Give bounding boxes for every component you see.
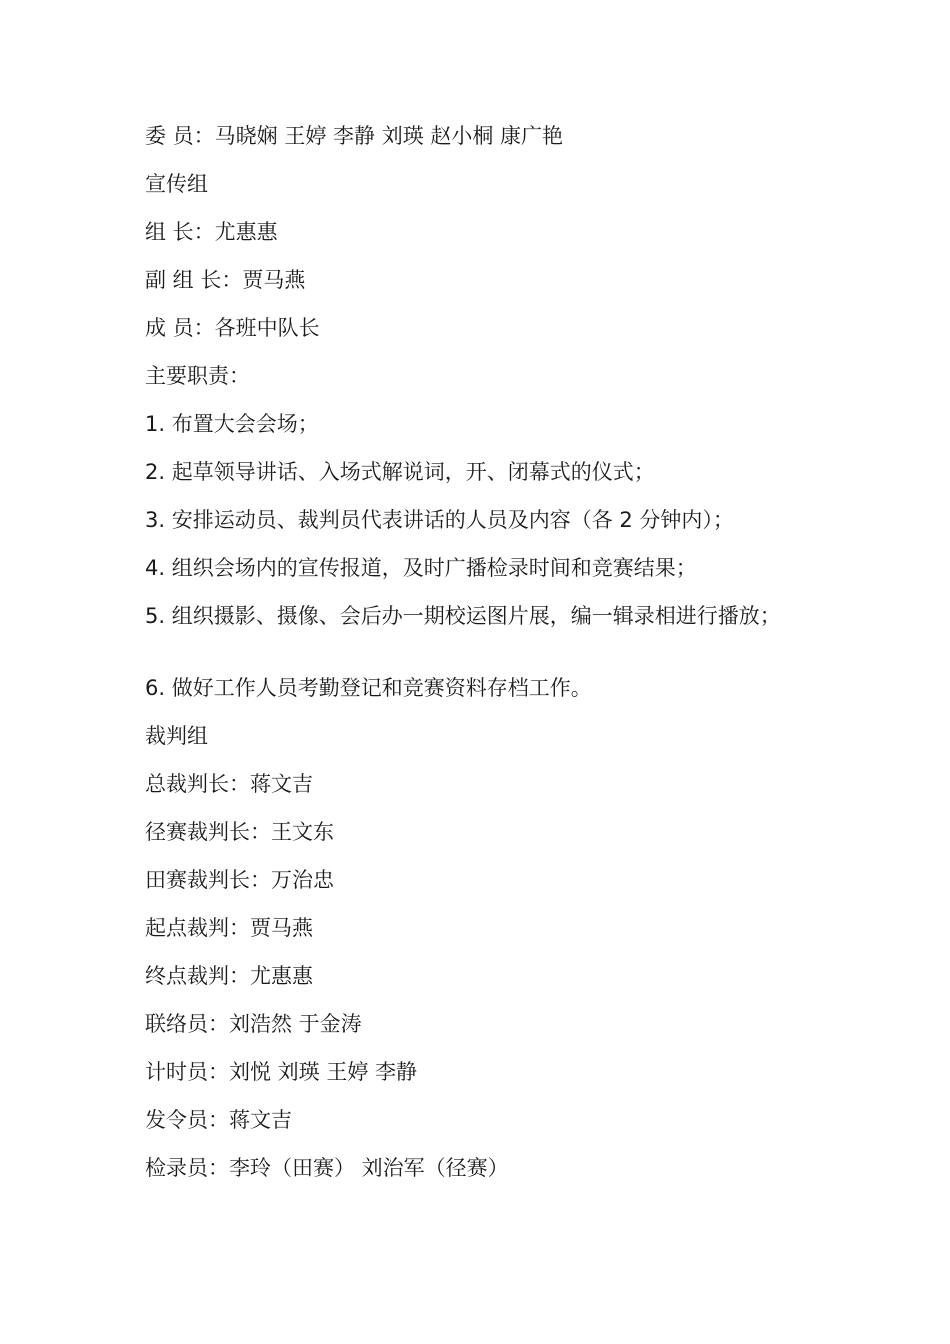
field-chief-referee-line: 田赛裁判长：万治忠 bbox=[145, 868, 334, 892]
publicity-deputy-leader-line: 副 组 长：贾马燕 bbox=[145, 268, 306, 292]
publicity-leader-line: 组 长：尤惠惠 bbox=[145, 220, 278, 244]
check-in-officials-line: 检录员：李玲（田赛） 刘治军（径赛） bbox=[145, 1156, 509, 1180]
start-referee-line: 起点裁判：贾马燕 bbox=[145, 916, 313, 940]
publicity-members-line: 成 员：各班中队长 bbox=[145, 316, 320, 340]
liaison-line: 联络员：刘浩然 于金涛 bbox=[145, 1012, 362, 1036]
duty-item-5: 5. 组织摄影、摄像、会后办一期校运图片展，编一辑录相进行播放； bbox=[145, 604, 781, 628]
starter-line: 发令员：蒋文吉 bbox=[145, 1108, 292, 1132]
publicity-group-heading: 宣传组 bbox=[145, 172, 208, 196]
duty-item-2: 2. 起草领导讲话、入场式解说词，开、闭幕式的仪式； bbox=[145, 460, 655, 484]
chief-referee-line: 总裁判长：蒋文吉 bbox=[145, 772, 313, 796]
timekeepers-line: 计时员：刘悦 刘瑛 王婷 李静 bbox=[145, 1060, 418, 1084]
main-duties-heading: 主要职责： bbox=[145, 364, 250, 388]
referee-group-heading: 裁判组 bbox=[145, 724, 208, 748]
committee-members-line: 委 员：马晓娴 王婷 李静 刘瑛 赵小桐 康广艳 bbox=[145, 124, 564, 148]
duty-item-4: 4. 组织会场内的宣传报道，及时广播检录时间和竞赛结果； bbox=[145, 556, 697, 580]
duty-item-6: 6. 做好工作人员考勤登记和竞赛资料存档工作。 bbox=[145, 676, 592, 700]
finish-referee-line: 终点裁判：尤惠惠 bbox=[145, 964, 313, 988]
duty-item-3: 3. 安排运动员、裁判员代表讲话的人员及内容（各 2 分钟内）； bbox=[145, 508, 734, 532]
track-chief-referee-line: 径赛裁判长：王文东 bbox=[145, 820, 334, 844]
duty-item-1: 1. 布置大会会场； bbox=[145, 412, 319, 436]
